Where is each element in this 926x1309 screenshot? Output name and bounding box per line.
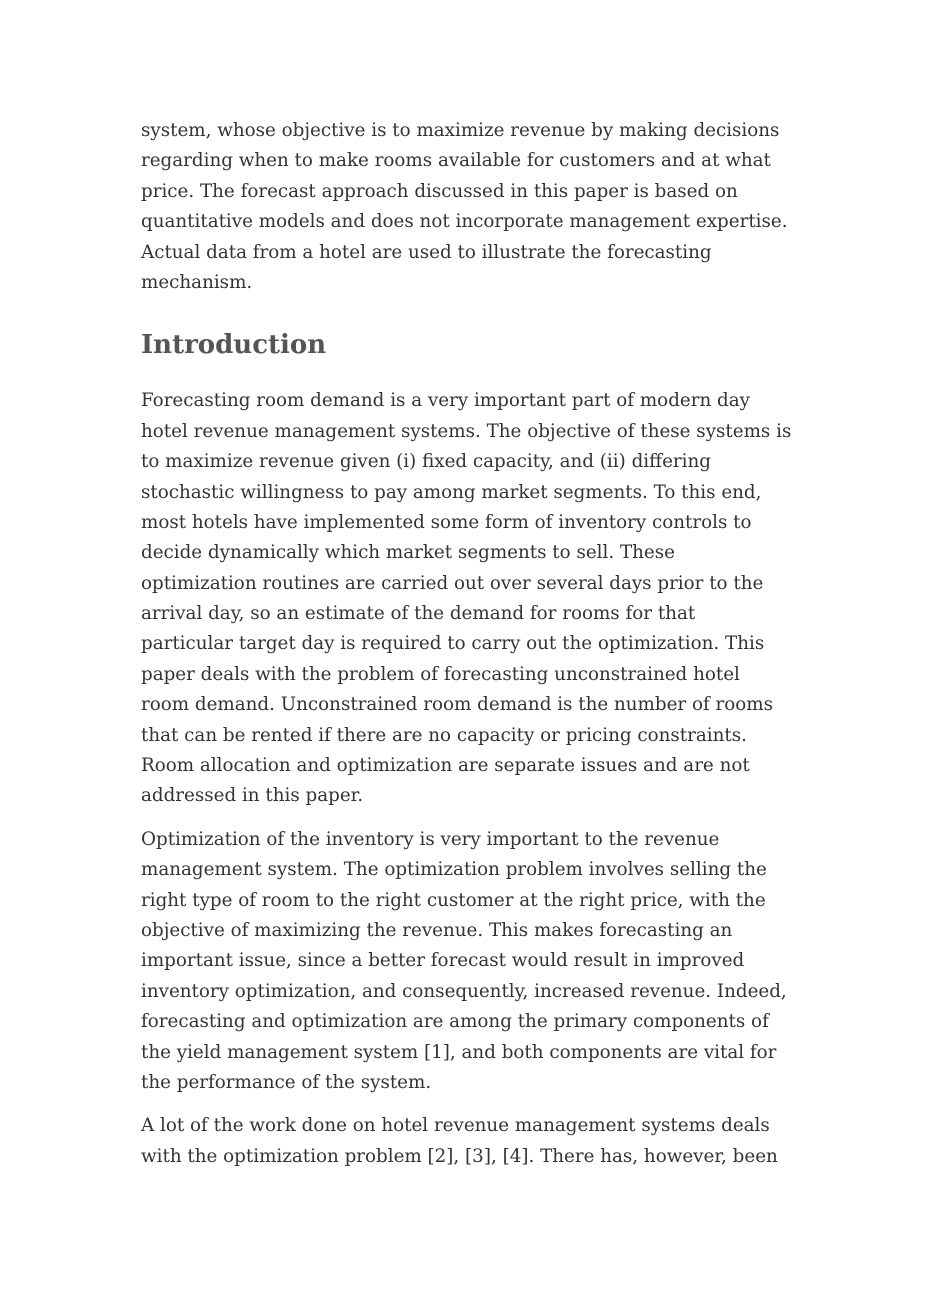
text-line: room demand. Unconstrained room demand is the number of rooms <box>141 694 774 716</box>
text-line: management system. The optimization problem involves selling the <box>141 859 767 881</box>
introduction-section <box>141 386 821 1172</box>
text-line: the performance of the system. <box>141 1071 432 1093</box>
text-line: Optimization of the inventory is very important to the revenue <box>141 828 720 850</box>
body-paragraph <box>141 386 821 811</box>
text-line: the yield management system [1], and both components are vital for <box>141 1041 777 1063</box>
text-line: paper deals with the problem of forecasting unconstrained hotel <box>141 663 740 685</box>
text-line: particular target day is required to carry out the optimization. This <box>141 633 765 655</box>
text-line: inventory optimization, and consequently, increased revenue. Indeed, <box>141 980 787 1002</box>
text-line: Room allocation and optimization are separate issues and are not <box>141 755 750 777</box>
text-line: A lot of the work done on hotel revenue management systems deals <box>141 1115 770 1137</box>
article-body <box>141 116 821 1172</box>
text-line: important issue, since a better forecast would result in improved <box>141 950 745 972</box>
abstract-paragraph <box>141 116 821 298</box>
text-line: with the optimization problem [2], [3], [4]. There has, however, been <box>141 1145 778 1167</box>
text-line: Forecasting room demand is a very important part of modern day <box>141 390 750 412</box>
text-line: that can be rented if there are no capacity or pricing constraints. <box>141 724 747 746</box>
text-line: mechanism. <box>141 271 253 293</box>
text-line: Actual data from a hotel are used to illustrate the forecasting <box>141 241 712 263</box>
text-line: decide dynamically which market segments to sell. These <box>141 542 675 564</box>
section-heading: Introduction <box>141 330 327 361</box>
text-line: optimization routines are carried out over several days prior to the <box>141 572 764 594</box>
body-paragraph <box>141 825 821 1099</box>
text-line: most hotels have implemented some form of inventory controls to <box>141 511 752 533</box>
text-line: to maximize revenue given (i) fixed capacity, and (ii) differing <box>141 451 711 473</box>
text-line: system, whose objective is to maximize revenue by making decisions <box>141 120 780 141</box>
text-line: quantitative models and does not incorporate management expertise. <box>141 211 788 233</box>
text-line: stochastic willingness to pay among market segments. To this end, <box>141 481 762 503</box>
text-line: right type of room to the right customer at the right price, with the <box>141 889 766 911</box>
text-line: arrival day, so an estimate of the demand for rooms for that <box>141 603 696 625</box>
body-paragraph <box>141 1111 821 1172</box>
text-line: hotel revenue management systems. The objective of these systems is <box>141 420 792 442</box>
text-line: price. The forecast approach discussed in this paper is based on <box>141 180 738 202</box>
text-line: addressed in this paper. <box>141 785 364 807</box>
text-line: regarding when to make rooms available for customers and at what <box>141 150 771 172</box>
text-line: objective of maximizing the revenue. This makes forecasting an <box>141 919 733 941</box>
text-line: forecasting and optimization are among the primary components of <box>141 1011 769 1033</box>
